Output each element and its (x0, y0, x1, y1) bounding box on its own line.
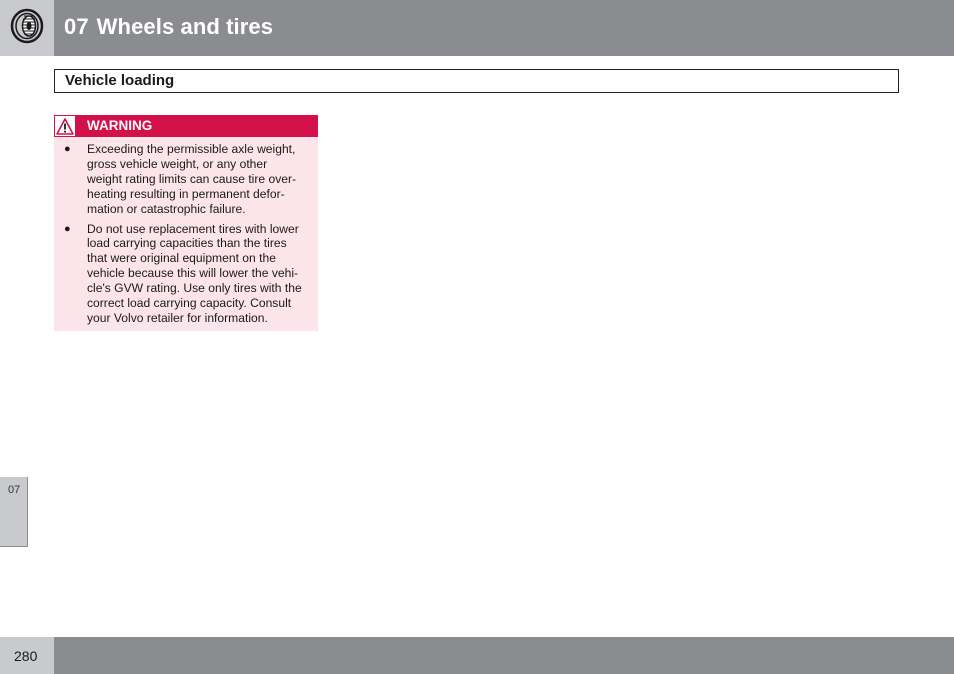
chapter-title (64, 14, 273, 40)
chapter-title-text: Wheels and tires (96, 14, 274, 39)
page-number-box (0, 637, 54, 674)
warning-box (54, 115, 318, 331)
warning-triangle-icon (54, 115, 76, 137)
warning-header-bar (54, 115, 318, 137)
warning-line: heating resulting in permanent defor- (87, 186, 285, 201)
bullet-icon: ● (64, 143, 71, 155)
warning-line: gross vehicle weight, or any other (87, 156, 268, 171)
chapter-icon-box (0, 0, 54, 56)
page-footer (0, 637, 954, 674)
warning-line: mation or catastrophic failure. (87, 201, 246, 216)
warning-label: WARNING (87, 118, 153, 133)
warning-line: Exceeding the permissible axle weight, (87, 142, 296, 156)
warning-line: your Volvo retailer for information. (87, 310, 268, 325)
bullet-icon: ● (64, 222, 71, 235)
warning-line: cle's GVW rating. Use only tires with the (87, 281, 302, 296)
warning-line: correct load carrying capacity. Consult (87, 296, 292, 311)
warning-list (54, 142, 318, 331)
warning-line: vehicle because this will lower the vehi- (87, 266, 299, 281)
page-number: 280 (14, 648, 38, 664)
warning-line: Do not use replacement tires with lower (87, 221, 299, 236)
warning-item-axle-weight (54, 142, 318, 217)
chapter-number: 07 (64, 14, 89, 39)
side-tab-label: 07 (8, 484, 21, 496)
section-heading: Vehicle loading (54, 69, 899, 93)
chapter-side-tab (0, 477, 28, 547)
warning-line: that were original equipment on the (87, 251, 276, 266)
warning-line: load carrying capacities than the tires (87, 236, 287, 251)
warning-line: weight rating limits can cause tire over- (87, 171, 297, 186)
chapter-header (0, 0, 954, 56)
tire-icon (9, 8, 45, 49)
warning-item-replacement-tires (54, 222, 318, 326)
